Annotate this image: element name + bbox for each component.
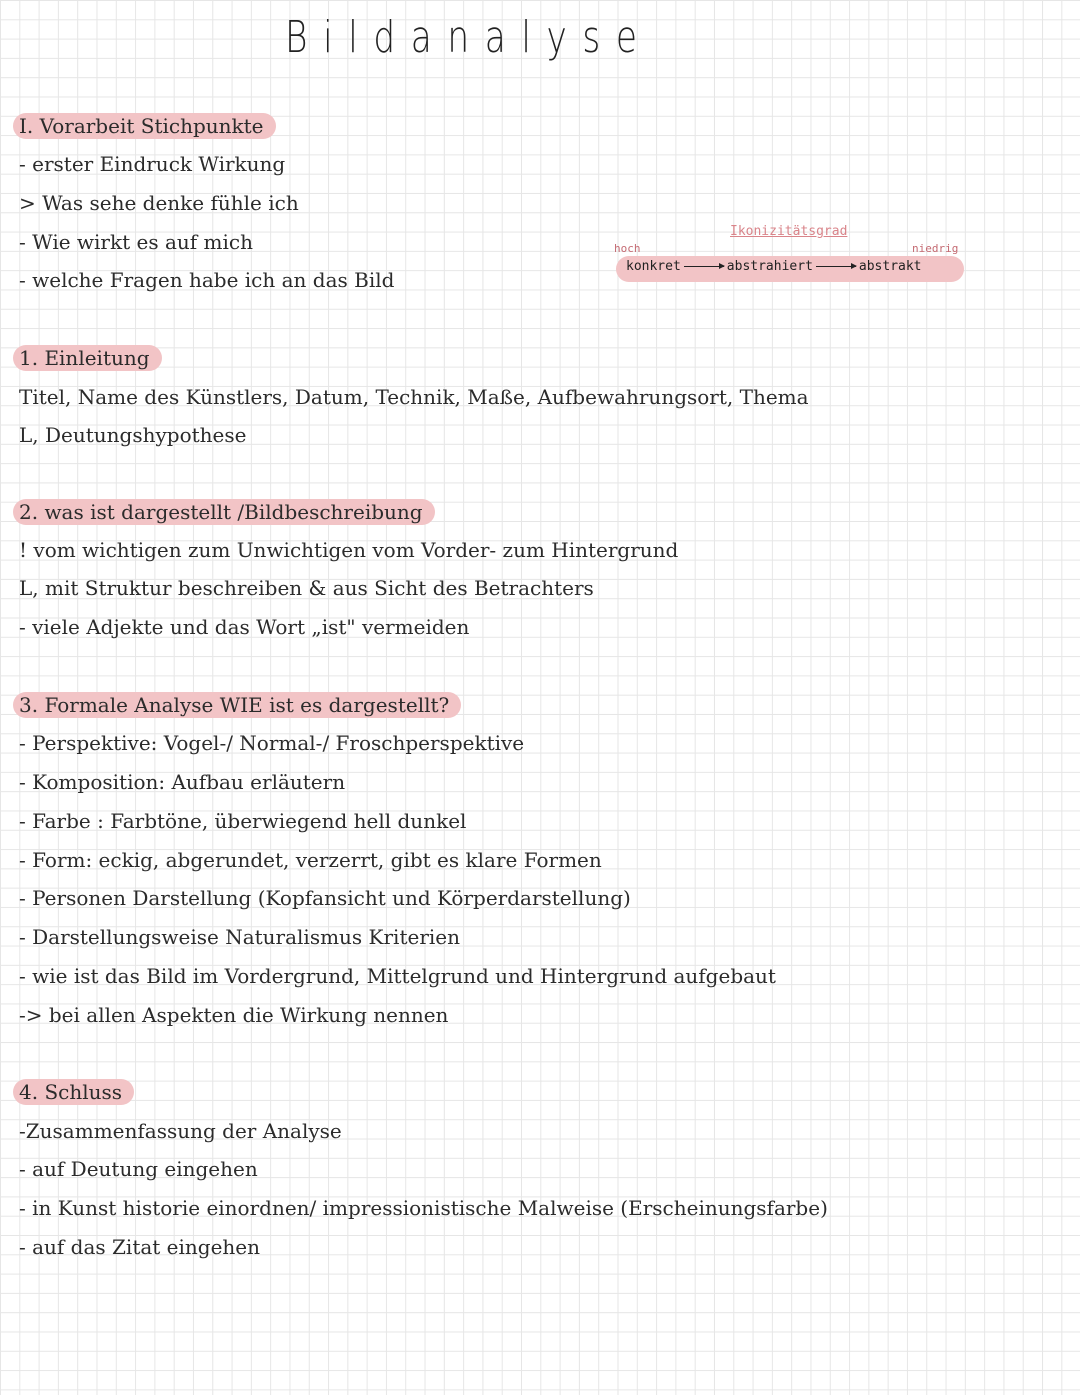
note-line: - wie ist das Bild im Vordergrund, Mittelgrund und Hintergrund aufgebaut (19, 964, 776, 988)
scale-step-abstract: abstrakt (858, 259, 922, 274)
note-line: - Darstellungsweise Naturalismus Kriterien (19, 925, 460, 949)
note-line: - welche Fragen habe ich an das Bild (19, 268, 395, 292)
scale-step-abstracted: abstrahiert (726, 259, 813, 274)
note-line: - Komposition: Aufbau erläutern (19, 770, 346, 794)
section-heading-vorarbeit: I. Vorarbeit Stichpunkte (13, 113, 276, 139)
section-heading-formale-analyse: 3. Formale Analyse WIE ist es dargestellt? (13, 692, 461, 718)
scale-steps (626, 259, 922, 274)
note-line: - erster Eindruck Wirkung (19, 152, 286, 176)
note-line: - Wie wirkt es auf mich (19, 230, 253, 254)
arrow-right-icon (684, 266, 724, 267)
arrow-right-icon (816, 266, 856, 267)
scale-low-label: niedrig (912, 242, 959, 255)
section-heading-einleitung: 1. Einleitung (13, 345, 162, 371)
note-line: - Perspektive: Vogel-/ Normal-/ Froschperspektive (19, 731, 525, 755)
section-heading-bildbeschreibung: 2. was ist dargestellt /Bildbeschreibung (13, 499, 435, 525)
note-line: L, Deutungshypothese (19, 423, 247, 447)
scale-high-label: hoch (614, 242, 641, 255)
note-line: - Farbe : Farbtöne, überwiegend hell dunkel (19, 809, 467, 833)
note-line: > Was sehe denke fühle ich (19, 191, 299, 215)
note-line: - Form: eckig, abgerundet, verzerrt, gibt es klare Formen (19, 848, 602, 872)
note-line: -> bei allen Aspekten die Wirkung nennen (19, 1003, 449, 1027)
note-line: -Zusammenfassung der Analyse (19, 1119, 342, 1143)
note-line: - in Kunst historie einordnen/ impressionistische Malweise (Erscheinungsfarbe) (19, 1196, 828, 1220)
note-line: - viele Adjekte und das Wort „ist" vermeiden (19, 615, 470, 639)
scale-step-concrete: konkret (626, 259, 681, 274)
scale-title: Ikonizitätsgrad (730, 224, 848, 239)
note-line: - auf Deutung eingehen (19, 1157, 258, 1181)
note-line: - auf das Zitat eingehen (19, 1235, 261, 1259)
note-line: L, mit Struktur beschreiben & aus Sicht des Betrachters (19, 576, 594, 600)
note-line: Titel, Name des Künstlers, Datum, Technik, Maße, Aufbewahrungsort, Thema (19, 385, 809, 409)
section-heading-schluss: 4. Schluss (13, 1079, 134, 1105)
page-title: Bildanalyse (285, 12, 653, 63)
note-line: ! vom wichtigen zum Unwichtigen vom Vorder- zum Hintergrund (19, 538, 679, 562)
iconicity-scale (610, 220, 970, 290)
note-line: - Personen Darstellung (Kopfansicht und Körperdarstellung) (19, 886, 631, 910)
